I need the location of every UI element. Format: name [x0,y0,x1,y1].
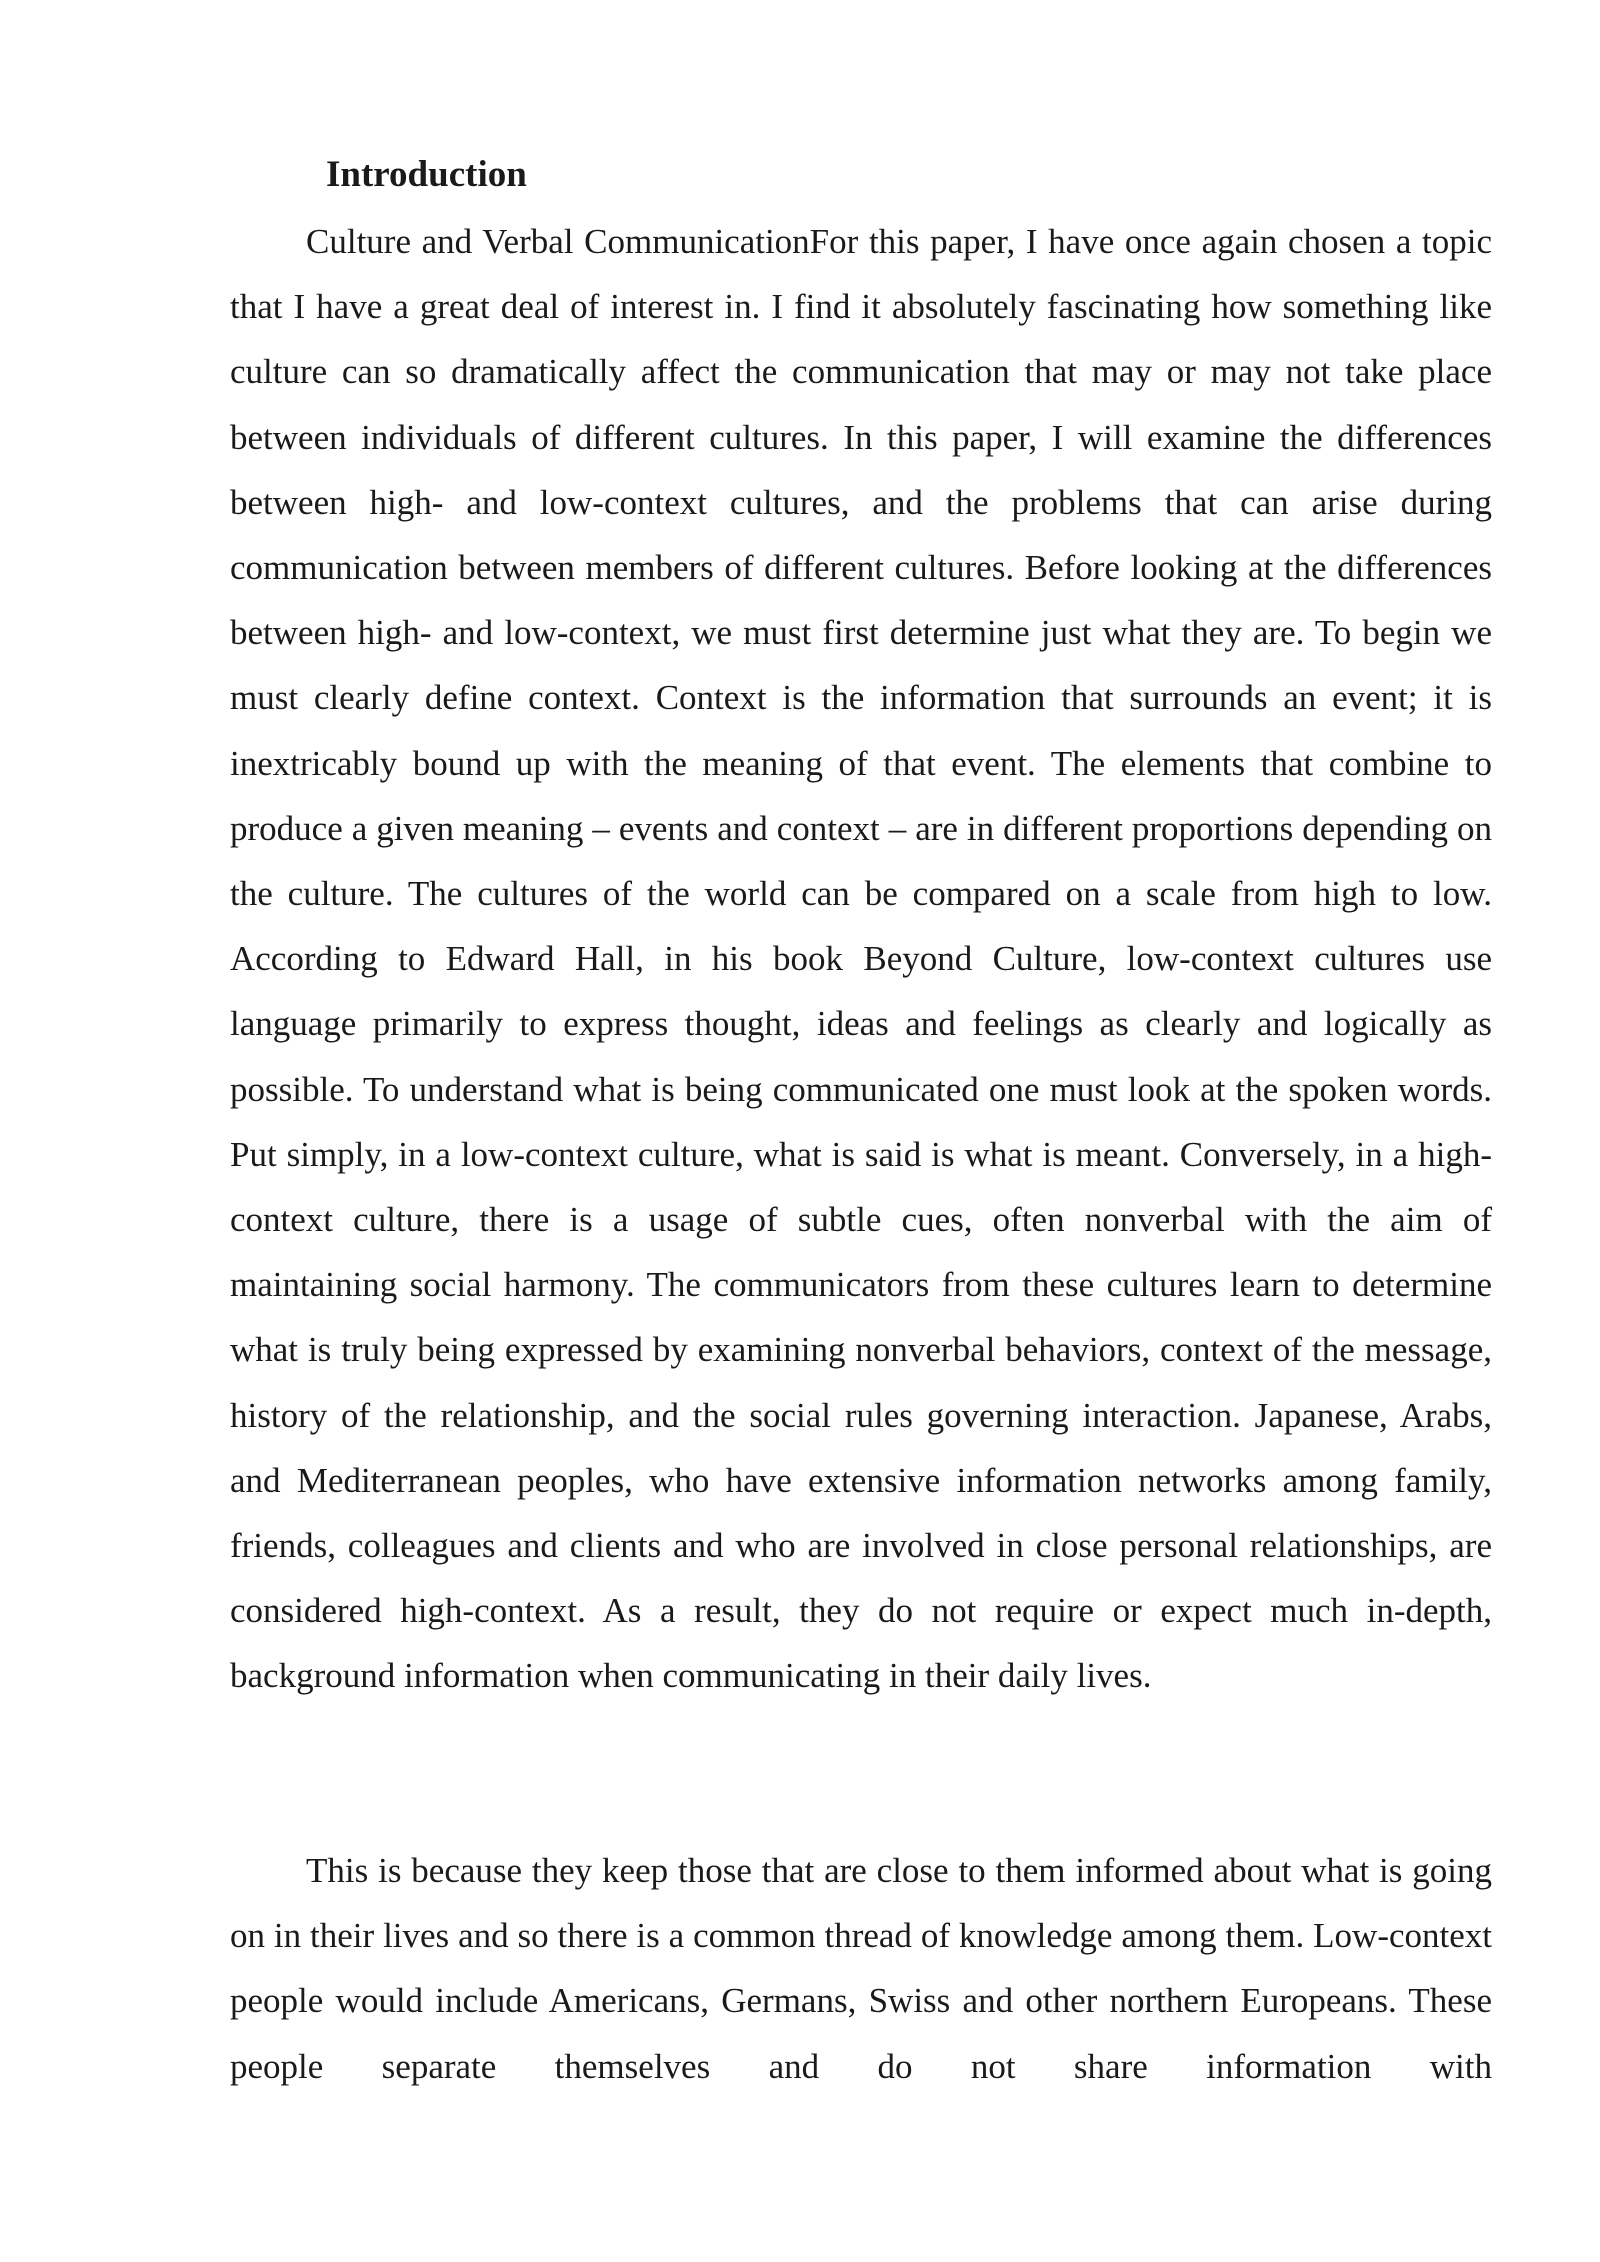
section-heading: Introduction [326,154,527,195]
body-paragraph: This is because they keep those that are close to them informed about what is going on in their lives and so there is a common thread of knowledge among them. Low-context people would include Americans, Germans, Swiss and other northern Europeans. These people separate themselves and do not share information with [230,1851,1492,2086]
body-paragraph: Culture and Verbal CommunicationFor this paper, I have once again chosen a topic that I have a great deal of interest in. I find it absolutely fascinating how something like culture can so dramatically affect the communication that may or may not take place between individuals of different cultures. In this paper, I will examine the differences between high- and low-context cultures, and the problems that can arise during communication between members of different cultures. Before looking at the differences between high- and low-context, we must first determine just what they are. To begin we must clearly define context. Context is the information that surrounds an event; it is inextricably bound up with the meaning of that event. The elements that combine to produce a given meaning – events and context – are in different proportions depending on the culture. The cultures of the world can be compared on a scale from high to low. According to Edward Hall, in his book Beyond Culture, low-context cultures use language primarily to express thought, ideas and feelings as clearly and logically as possible. To understand what is being communicated one must look at the spoken words. Put simply, in a low-context culture, what is said is what is meant. Conversely, in a high-context culture, there is a usage of subtle cues, often nonverbal with the aim of maintaining social harmony. The communicators from these cultures learn to determine what is truly being expressed by examining nonverbal behaviors, context of the message, history of the relationship, and the social rules governing interaction. Japanese, Arabs, and Mediterranean peoples, who have extensive information networks among family, friends, colleagues and clients and who are involved in close personal relationships, are considered high-context. As a result, they do not require or expect much in-depth, background information when communicating in their daily lives. [230,222,1492,1696]
